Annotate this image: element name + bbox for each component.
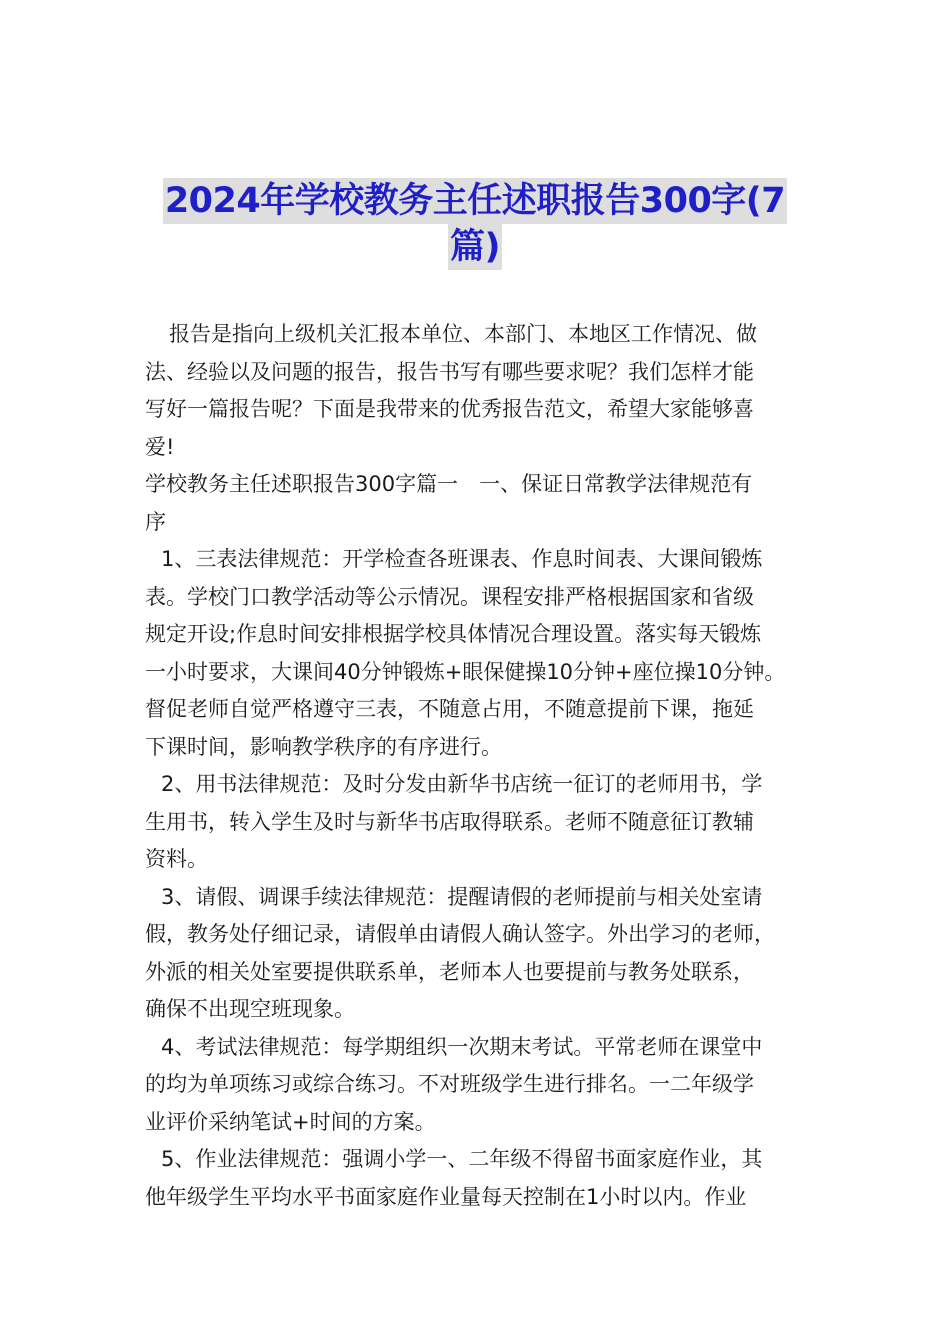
text-line: 确保不出现空班现象。 [145,997,355,1021]
text-line: 下课时间，影响教学秩序的有序进行。 [145,734,502,759]
text-line: 督促老师自觉严格遵守三表，不随意占用，不随意提前下课，拖延 [145,697,754,721]
text-line: 一小时要求，大课间40分钟锻炼+眼保健操10分钟+座位操10分钟。 [145,659,786,684]
text-line: 爱! [145,434,175,459]
title-line-1: 2024年学校教务主任述职报告300字(7 [163,178,787,224]
paragraph-item-1 [145,541,810,766]
text-line: 外派的相关处室要提供联系单，老师本人也要提前与教务处联系， [145,959,754,984]
document-title [140,178,810,270]
text-line: 生用书，转入学生及时与新华书店取得联系。老师不随意征订教辅 [145,809,754,834]
text-line: 规定开设;作息时间安排根据学校具体情况合理设置。落实每天锻炼 [145,622,762,646]
document-body [145,316,810,1216]
text-line: 学校教务主任述职报告300字篇一 一、保证日常教学法律规范有 [145,472,753,496]
text-line: 序 [145,509,166,534]
text-line: 他年级学生平均水平书面家庭作业量每天控制在1小时以内。作业 [145,1184,747,1209]
text-line: 的均为单项练习或综合练习。不对班级学生进行排名。一二年级学 [145,1072,754,1096]
text-line: 写好一篇报告呢？下面是我带来的优秀报告范文，希望大家能够喜 [145,397,754,421]
title-line-2: 篇) [448,224,502,270]
text-line: 5、作业法律规范：强调小学一、二年级不得留书面家庭作业，其 [161,1147,763,1171]
text-line: 4、考试法律规范：每学期组织一次期末考试。平常老师在课堂中 [161,1034,763,1059]
paragraph-item-2 [145,766,810,879]
paragraph-item-3 [145,879,810,1029]
text-line: 资料。 [145,847,208,871]
text-line: 2、用书法律规范：及时分发由新华书店统一征订的老师用书，学 [161,772,763,796]
paragraph-item-5 [145,1141,810,1216]
text-line: 表。学校门口教学活动等公示情况。课程安排严格根据国家和省级 [145,584,754,609]
paragraph-section-heading [145,466,810,541]
text-line: 业评价采纳笔试+时间的方案。 [145,1109,436,1134]
text-line: 报告是指向上级机关汇报本单位、本部门、本地区工作情况、做 [169,322,757,346]
paragraph-intro [145,316,810,466]
text-line: 假，教务处仔细记录，请假单由请假人确认签字。外出学习的老师， [145,922,775,946]
text-line: 1、三表法律规范：开学检查各班课表、作息时间表、大课间锻炼 [161,547,763,571]
text-line: 法、经验以及问题的报告，报告书写有哪些要求呢？我们怎样才能 [145,359,754,384]
paragraph-item-4 [145,1029,810,1142]
text-line: 3、请假、调课手续法律规范：提醒请假的老师提前与相关处室请 [161,884,763,909]
